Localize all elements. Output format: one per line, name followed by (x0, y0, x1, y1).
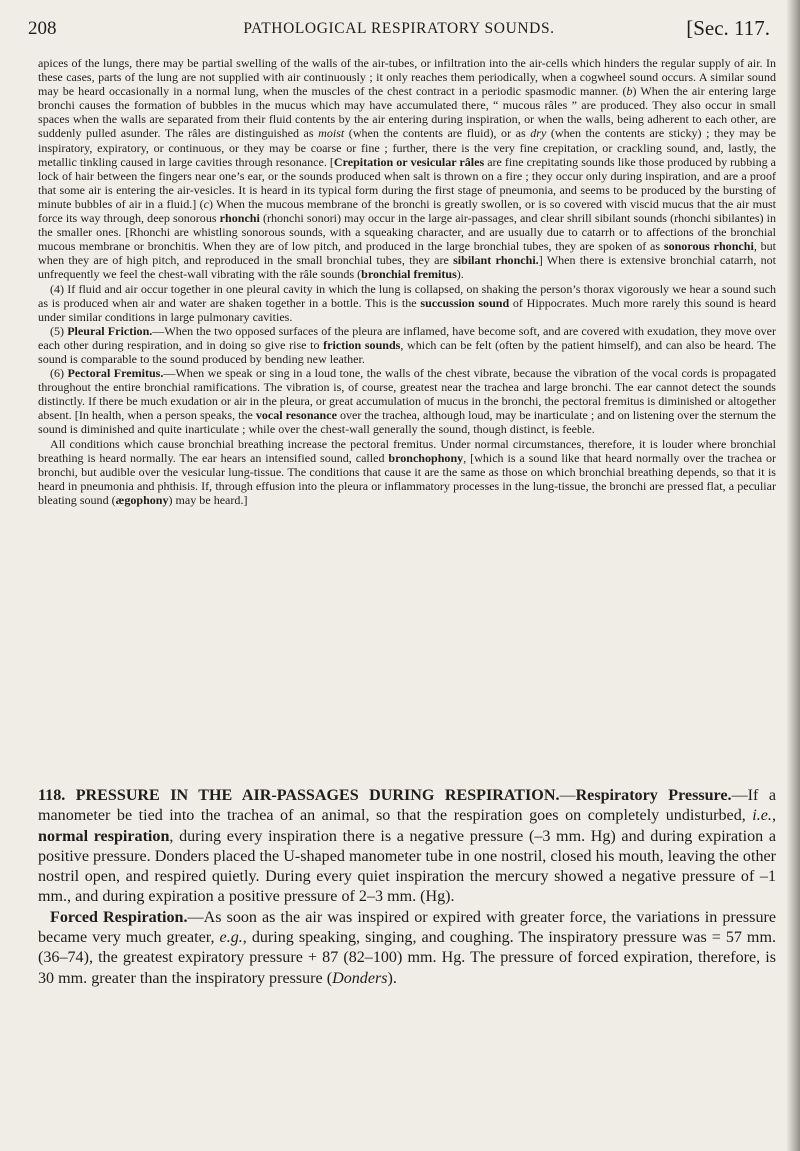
term-normal-respiration: normal respiration (38, 827, 170, 845)
text-run: (when the contents are sticky) ; they may be inspiratory, expiratory, or continuous, or they may be coarse or fine ; further, there is the very fine crepitation, or crackling sound, and, lastly, the metallic tinkling caused in large cavities through resonance. [ (38, 126, 776, 169)
paragraph-succussion (38, 282, 776, 324)
text-run: (5) (50, 323, 68, 338)
small-print-section (38, 56, 776, 507)
text-run: ] When there is extensive bronchial catarrh, not unfrequently we feel the chest-wall vibrating with the râle sounds ( (38, 253, 776, 282)
citation-donders: Donders (332, 969, 388, 987)
text-run: ). (387, 969, 397, 987)
text-run: , which can be felt (often by the patient himself), and can also be heard. The sound is comparable to the sound produced by bending new leather. (38, 337, 776, 366)
text-run: , but when they are of high pitch, and reproduced in the small bronchial tubes, they are (38, 239, 777, 268)
text-run: , (771, 807, 776, 825)
text-run: (rhonchi sonori) may occur in the large air-passages, and clear shrill sibilant sounds (rhonchi sibilantes) in the smaller ones. [Rhonchi are whistling sonorous sounds, with a squeaking character, and are usually due to catarrh or to affections of the bronchial mucous membrane or bronchitis. When they are of low pitch, and produced in the large bronchial tubes, they are spoken of as (38, 211, 777, 254)
page-number: 208 (28, 18, 57, 39)
text-run: —As soon as the air was inspired or expired with greater force, the variations in pressure became very much greater, (38, 908, 776, 947)
term-respiratory-pressure: Respiratory Pressure. (575, 787, 732, 804)
term-bronchophony: bronchophony (388, 450, 464, 465)
term-rhonchi: rhonchi (219, 211, 260, 226)
term-moist: moist (318, 126, 345, 141)
text-run: of Hippocrates. Much more rarely this sound is heard under similar conditions in large pulmonary cavities. (38, 295, 776, 324)
page-header (28, 16, 770, 44)
running-title: PATHOLOGICAL RESPIRATORY SOUNDS. (243, 20, 555, 37)
page-binding-edge (786, 0, 800, 1151)
text-run: All conditions which cause bronchial breathing increase the pectoral fremitus. Under normal circumstances, therefore, it is louder where bronchial breathing is heard normally. The ear hears an intensified sound, called (38, 436, 776, 465)
section-reference: [Sec. 117. (686, 16, 770, 40)
abbrev-eg: e.g. (219, 929, 243, 947)
text-run: over the trachea, although loud, may be inarticulate ; and on listening over the sternum the sound is diminished and quite inarticulate ; while over the chest-wall generally the sound, though distinct, is feeble. (38, 408, 776, 437)
term-pectoral-fremitus: Pectoral Fremitus. (67, 366, 164, 381)
abbrev-ie: i.e. (752, 807, 772, 825)
term-sibilant-rhonchi: sibilant rhonchi. (453, 253, 539, 268)
section-118 (38, 786, 776, 989)
item-label: c (203, 196, 210, 211)
text-run: (4) If fluid and air occur together in one pleural cavity in which the lung is collapsed, on shaking the person’s thorax vigorously we hear a sound such as is produced when air and water are shaken together in a bottle. This is the (38, 281, 776, 310)
item-label: b (626, 84, 633, 99)
text-run: , during every inspiration there is a negative pressure (–3 mm. Hg) and during expiration a positive pressure. Donders placed the U-shaped manometer tube in one nostril, closed his mouth, leaving the other nostril open, and respired quietly. During every quiet inspiration the mercury showed a negative pressure of –1 mm., and during expiration a positive pressure of 2–3 mm. (Hg). (38, 827, 776, 906)
text-run: ) may be heard.] (168, 492, 248, 507)
text-run: , [which is a sound like that heard normally over the trachea or bronchi, but audible over the vesicular lung-tissue. The conditions that cause it are the same as those on which bronchial breathing depends, so that it is heard in pneumonia and phthisis. If, through effusion into the pleura or inflammatory processes in the lung-tissue, the bronchi are pressed flat, a peculiar bleating sound ( (38, 450, 777, 507)
term-vocal-resonance: vocal resonance (255, 408, 337, 423)
text-run: —If a manometer be tied into the trachea of an animal, so that the respiration goes on completely undisturbed, (38, 787, 776, 825)
term-friction-sounds: friction sounds (323, 337, 401, 352)
text-run: (6) (50, 366, 68, 381)
term-sonorous-rhonchi: sonorous rhonchi (663, 239, 754, 254)
text-run: ). (456, 267, 464, 282)
term-succussion-sound: succussion sound (420, 295, 510, 310)
term-pleural-friction: Pleural Friction. (67, 323, 153, 338)
text-run: —When we speak or sing in a loud tone, the walls of the chest vibrate, because the vibration of the vocal cords is propagated throughout the entire bronchial ramifications. The vibration is, of course, greatest near the trachea and large bronchi. The ear cannot detect the sounds distinctly. If there be much exudation or air in the pleura, or great accumulation of mucus in the bronchi, the pectoral fremitus is diminished or altogether absent. [In health, when a person speaks, the (38, 366, 776, 423)
term-aegophony: ægophony (115, 492, 169, 507)
term-crepitation: Crepitation or vesicular râles (333, 154, 485, 169)
paragraph-bronchophony (38, 437, 776, 507)
paragraph-pectoral-fremitus (38, 366, 776, 436)
paragraph-pleural-friction (38, 324, 776, 366)
text-run: —When the two opposed surfaces of the pleura are inflamed, have become soft, and are covered with exudation, they move over each other during respiration, and in doing so give rise to (38, 323, 776, 352)
text-run: apices of the lungs, there may be partial swelling of the walls of the air-tubes, or infiltration into the air-cells which hinders the regular supply of air. In these cases, parts of the lung are not supplied with air continuously ; it only reaches them periodically, when a cogwheel sound occurs. A similar sound may be heard occasionally in a normal lung, when the muscles of the chest contract in a periodic spasmodic manner. ( (38, 56, 776, 99)
paragraph-forced-respiration (38, 908, 776, 989)
text-run: (when the contents are fluid), or as (344, 126, 531, 141)
term-forced-respiration: Forced Respiration. (50, 908, 188, 926)
text-run: ) When the mucous membrane of the bronchi is greatly swollen, or is so covered with viscid mucus that the air must force its way through, deep sonorous (38, 196, 777, 226)
text-run: , during speaking, singing, and coughing. The inspiratory pressure was = 57 mm. (36–74), the greatest expiratory pressure + 87 (82–100) mm. Hg. The pressure of forced expiration, therefore, is 30 mm. greater than the inspiratory pressure ( (38, 929, 776, 987)
term-bronchial-fremitus: bronchial fremitus (361, 267, 457, 282)
text-run: — (559, 787, 576, 804)
term-dry: dry (530, 126, 547, 141)
text-run: ) When the air entering large bronchi causes the formation of bubbles in the mucus which may have accumulated there, “ mucous râles ” are produced. They also occur in small spaces when the walls are separated from their fluid contents by the air entering during inspiration, or when the walls, being adherent to each other, are suddenly pulled asunder. The râles are distinguished as (38, 84, 776, 141)
paragraph-rales (38, 56, 776, 282)
section-heading: 118. PRESSURE IN THE AIR-PASSAGES DURING RESPIRATION. (38, 787, 560, 804)
paragraph-respiratory-pressure (38, 786, 776, 908)
text-run: are fine crepitating sounds like those produced by rubbing a lock of hair between the fingers near one’s ear, or the sounds produced when salt is thrown on a fire ; they occur only during inspiration, and are a proof that some air is entering the air-vesicles. It is heard in its typical form during the first stage of pneumonia, and seems to be produced by the bursting of minute bubbles of air in a fluid.] ( (38, 154, 776, 211)
